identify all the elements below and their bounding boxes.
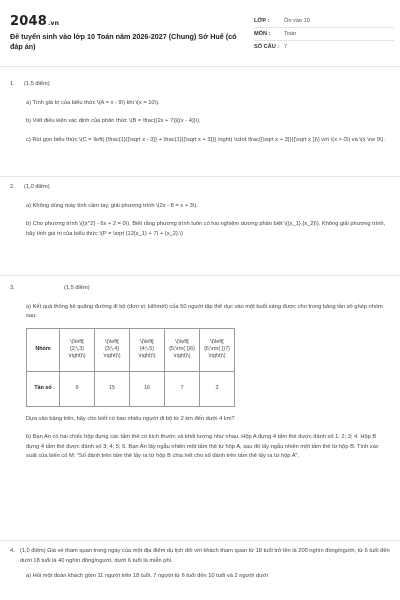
- meta-label-count: SỐ CÂU :: [254, 44, 280, 50]
- logo-suffix: .vn: [47, 20, 60, 27]
- question-number: 3.: [10, 285, 15, 291]
- question-part: a) Tính giá trị của biểu thức \(A = x - 9\) khi \(x = 10\).: [26, 99, 160, 106]
- table-cell: 9: [60, 371, 95, 406]
- meta-value-subject: Toán: [284, 31, 297, 37]
- header: [0, 0, 400, 62]
- question-2: [10, 183, 390, 239]
- meta-label-subject: MÔN :: [254, 31, 271, 37]
- question-number: 1.: [10, 81, 15, 87]
- question-part: a) Không dùng máy tính cầm tay, giải phương trình \(2x - 8 = x + 3\).: [26, 202, 198, 209]
- meta-label-grade: LỚP :: [254, 18, 270, 24]
- table-cell: \(\left[ {5;\rm{ }}6} \right)\): [165, 328, 200, 371]
- question-part: Dựa vào bảng trên, hãy cho biết có bao nhiêu người đi bộ từ 2 km đến dưới 4 km?: [26, 415, 235, 422]
- question-points: (1,0 điểm): [24, 184, 50, 190]
- question-part: c) Rút gọn biểu thức \(C = \left( {\frac{1}{{\sqrt x - 3}} + \frac{1}{{\sqrt x + 3}}} \right) \cdot \frac{{\sqrt x + 3}}{{\sqrt x }}\) với \(x > 0\) và \(x \ne 9\).: [26, 136, 385, 143]
- table-cell: \(\left[ {6;\rm{ }}7} \right)\): [200, 328, 235, 371]
- frequency-table: [26, 328, 235, 407]
- question-divider: [0, 540, 400, 541]
- table-cell: 7: [165, 371, 200, 406]
- question-points: (1,5 điểm): [64, 285, 90, 291]
- question-4: [10, 547, 390, 582]
- table-row: [27, 371, 235, 406]
- question-divider: [0, 176, 400, 177]
- meta-value-count: 7: [284, 44, 288, 50]
- question-points: (1,5 điểm): [24, 81, 50, 87]
- header-divider: [0, 66, 400, 67]
- table-row: [27, 328, 235, 371]
- meta-value-grade: Ôn vào 10: [284, 18, 310, 24]
- question-part: b) Viết điều kiện xác định của phân thức \(B = \frac{(2x + 7)}{(x - 4)}\).: [26, 118, 201, 124]
- meta-row-grade: [254, 15, 394, 28]
- logo-text: 2048: [10, 14, 47, 29]
- meta-row-subject: [254, 28, 394, 41]
- question-part: b) Cho phương trình \({x^2} - 6x + 2 = 0\). Biết rằng phương trình luôn có hai nghiệm dương phân biệt \({x_1},{x_2}\). Không giải phương trình, hãy tính giá trị của biểu thức \(P = \sqrt {12{x_1} + 7} + {x_2}.\): [26, 221, 386, 237]
- question-text: (1,0 điểm) Giá vé tham quan trong ngày của một địa điểm du lịch đối với khách tham quan từ 18 tuổi trở lên là 200 nghìn đồng/người, từ 6 tuổi đến dưới 18 tuổi là 40 nghìn đồng/người, dưới 6 tuổi là miễn phí.: [19, 548, 390, 564]
- question-part: a) Kết quả thống kê quãng đường đi bộ (đơn vị: kilômét) của 50 người tập thể dục vào một buổi sáng được cho trong bảng tần số ghép nhóm sau:: [26, 303, 383, 319]
- table-cell: \(\left[ {4;\,5} \right)\): [130, 328, 165, 371]
- question-3: [10, 284, 390, 462]
- table-cell: 15: [95, 371, 130, 406]
- question-divider: [0, 275, 400, 276]
- question-1: [10, 80, 390, 145]
- question-part: b) Bạn An có hai chiếc hộp đựng các tấm thẻ có kích thước và khối lượng như nhau. Hộp A đựng 4 tấm thẻ được đánh số 1; 2; 3; 4. Hộp B đựng 4 tấm thẻ được đánh số 3; 4; 5; 6. Bạn An lấy ngẫu nhiên một tấm thẻ từ hộp A, sau đó lấy ngẫu nhiên một tấm thẻ từ hộp B. Tính xác suất của biến cố M: "Số đánh trên tấm thẻ lấy ra từ hộp B chia hết cho số đánh trên tấm thẻ lấy ra từ hộp A".: [26, 434, 379, 459]
- site-logo[interactable]: [10, 14, 59, 29]
- document-title: Đề tuyển sinh vào lớp 10 Toán năm 2026-2027 (Chung) Sở Huế (có đáp án): [10, 32, 237, 51]
- question-number: 2.: [10, 184, 15, 190]
- table-cell: \(\left[ {2;\,3} \right)\): [60, 328, 95, 371]
- table-row-header: Nhóm: [27, 328, 60, 371]
- table-cell: 3: [200, 371, 235, 406]
- meta-panel: [254, 15, 394, 53]
- meta-row-count: [254, 41, 394, 53]
- table-cell: \(\left[ {3;\,4} \right)\): [95, 328, 130, 371]
- question-part: a) Hỏi một đoàn khách gồm 11 người trên 18 tuổi, 7 người từ 6 tuổi đến 10 tuổi và 2 người dưới: [26, 573, 268, 579]
- table-row-header: Tần số: [27, 371, 60, 406]
- question-number: 4.: [10, 548, 15, 554]
- table-cell: 16: [130, 371, 165, 406]
